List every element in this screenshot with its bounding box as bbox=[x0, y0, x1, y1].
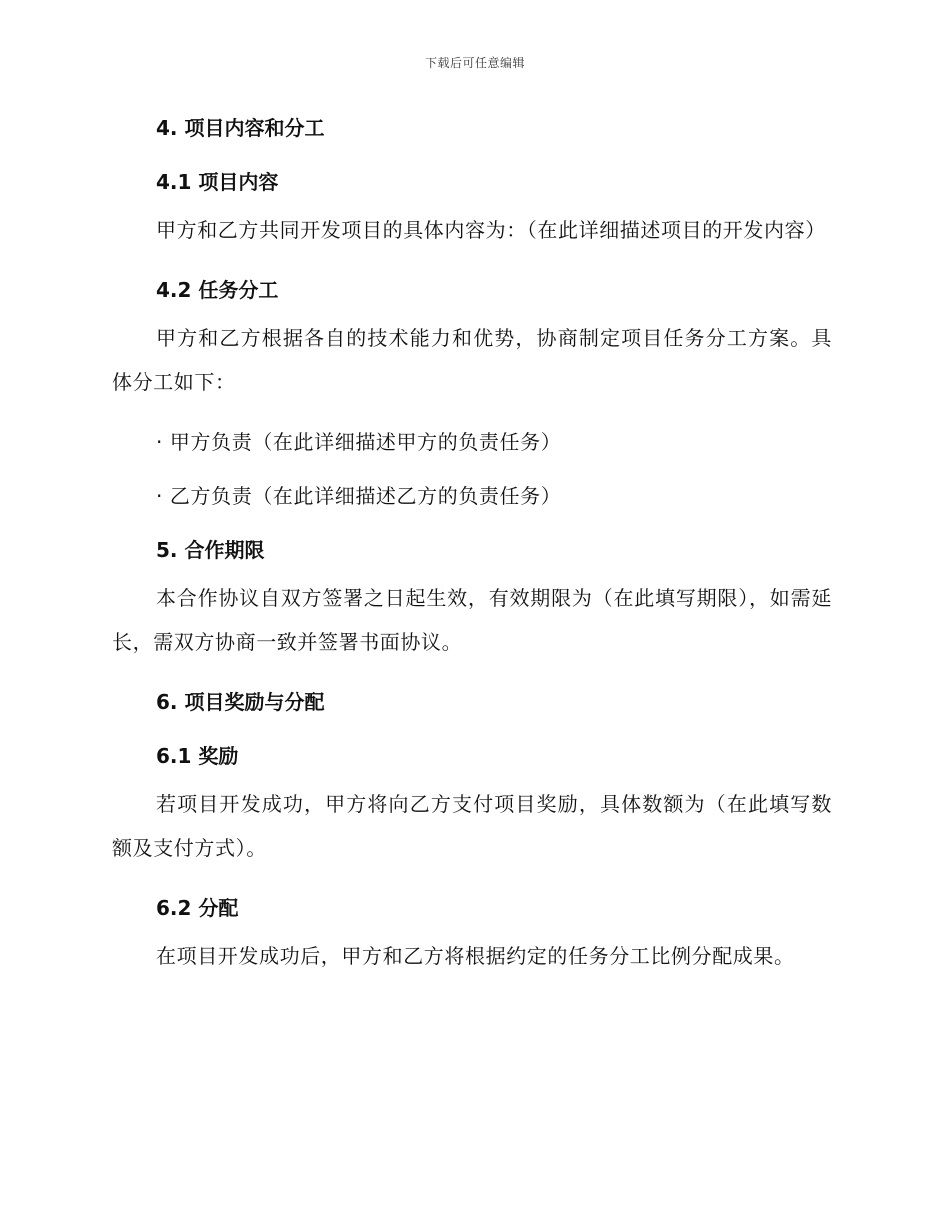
document-body bbox=[112, 112, 832, 978]
section-6-2-paragraph: 在项目开发成功后，甲方和乙方将根据约定的任务分工比例分配成果。 bbox=[156, 944, 795, 968]
section-4-1-paragraph: 甲方和乙方共同开发项目的具体内容为：（在此详细描述项目的开发内容） bbox=[156, 218, 826, 242]
list-item-party-b: · 乙方负责（在此详细描述乙方的负责任务） bbox=[156, 484, 562, 508]
section-4-1-heading: 4.1 项目内容 bbox=[156, 170, 279, 194]
list-item-party-a: · 甲方负责（在此详细描述甲方的负责任务） bbox=[156, 430, 562, 454]
section-6-heading: 6. 项目奖励与分配 bbox=[156, 690, 325, 714]
section-6-1-paragraph: 若项目开发成功，甲方将向乙方支付项目奖励，具体数额为（在此填写数额及支付方式）。 bbox=[112, 792, 832, 860]
section-4-2-paragraph: 甲方和乙方根据各自的技术能力和优势，协商制定项目任务分工方案。具体分工如下： bbox=[112, 326, 832, 394]
section-5-heading: 5. 合作期限 bbox=[156, 538, 265, 562]
page-header-note: 下载后可任意编辑 bbox=[424, 56, 525, 70]
section-4-2-heading: 4.2 任务分工 bbox=[156, 278, 279, 302]
section-5-paragraph: 本合作协议自双方签署之日起生效，有效期限为（在此填写期限），如需延长，需双方协商一致并签署书面协议。 bbox=[112, 586, 832, 654]
section-6-1-heading: 6.1 奖励 bbox=[156, 744, 239, 768]
section-4-heading: 4. 项目内容和分工 bbox=[156, 116, 325, 140]
section-6-2-heading: 6.2 分配 bbox=[156, 896, 239, 920]
